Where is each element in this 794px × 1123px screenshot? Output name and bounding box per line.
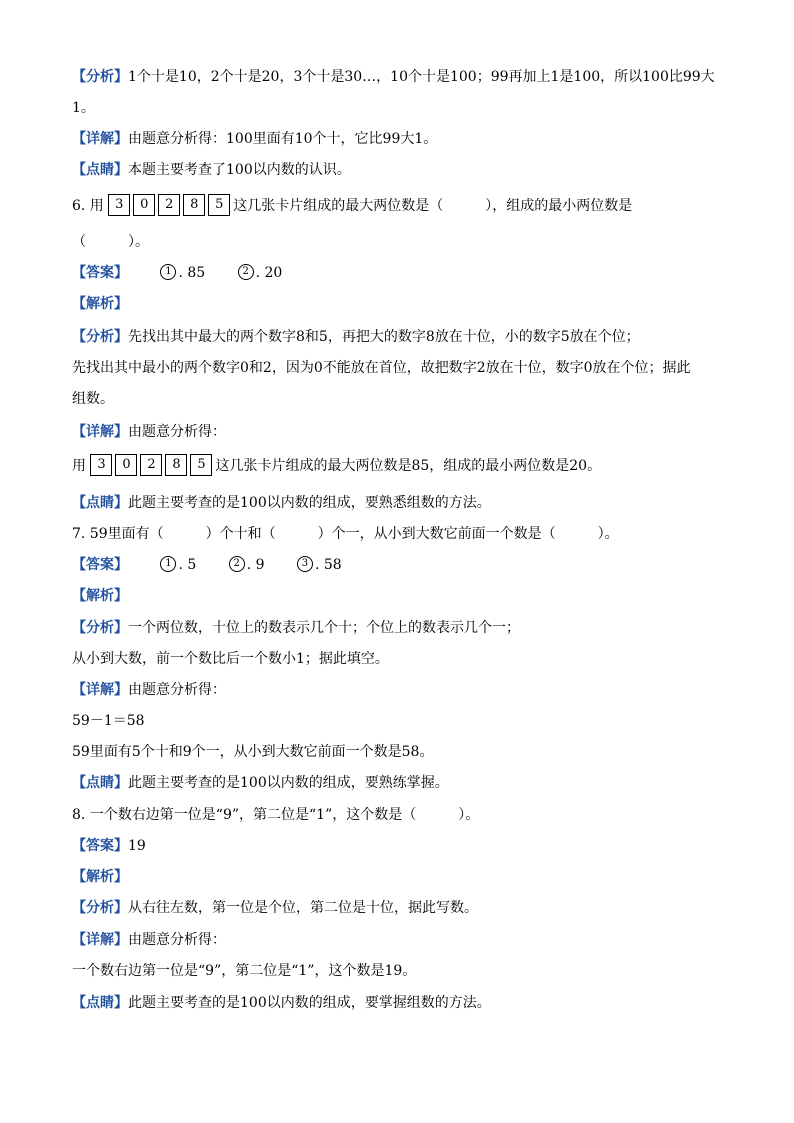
q7-calc xyxy=(72,710,732,732)
point-text: 本题主要考查了100以内数的认识。 xyxy=(128,162,351,178)
question-suffix: 这几张卡片组成的最大两位数是（ ），组成的最小两位数是 xyxy=(233,198,633,214)
q8-point xyxy=(72,992,732,1014)
calculation: 59－1＝58 xyxy=(72,713,145,729)
q8-question xyxy=(72,804,732,826)
analysis-text: 1。 xyxy=(72,100,95,116)
analysis-tag: 【分析】 xyxy=(72,69,128,85)
q6-analysis-line3 xyxy=(72,388,732,410)
q7-analysis-line1 xyxy=(72,617,732,639)
circled-number: 1 xyxy=(160,264,176,280)
q6-analysis-line2 xyxy=(72,357,732,379)
detail-tag: 【详解】 xyxy=(72,131,128,147)
detail-text: 由题意分析得： xyxy=(128,424,226,440)
q6-answer xyxy=(72,262,732,284)
q6-jiexi xyxy=(72,293,732,315)
analysis-text: 从小到大数，前一个数比后一个数小1；据此填空。 xyxy=(72,651,389,667)
point-tag: 【点睛】 xyxy=(72,995,128,1011)
q8-answer xyxy=(72,835,732,857)
answer-value: . 9 xyxy=(246,557,265,573)
analysis-tag: 【分析】 xyxy=(72,900,128,916)
q8-analysis xyxy=(72,897,732,919)
q6-point xyxy=(72,492,732,514)
detail-tag: 【详解】 xyxy=(72,424,128,440)
detail-suffix: 这几张卡片组成的最大两位数是85，组成的最小两位数是20。 xyxy=(215,458,602,474)
detail-tag: 【详解】 xyxy=(72,932,128,948)
q8-conclusion xyxy=(72,960,732,982)
q7-jiexi xyxy=(72,585,732,607)
conclusion-text: 59里面有5个十和9个一，从小到大数它前面一个数是58。 xyxy=(72,744,434,760)
q6-detail-line2 xyxy=(72,455,732,477)
q7-answer xyxy=(72,554,732,576)
jiexi-tag: 【解析】 xyxy=(72,296,128,312)
answer-tag: 【答案】 xyxy=(72,838,128,854)
number-card: 3 xyxy=(90,454,112,476)
analysis-text: 一个两位数，十位上的数表示几个十；个位上的数表示几个一； xyxy=(128,620,520,636)
detail-text: 由题意分析得：100里面有10个十，它比99大1。 xyxy=(128,131,438,147)
question-blank: （ ）。 xyxy=(72,234,149,250)
point-tag: 【点睛】 xyxy=(72,495,128,511)
answer-value: . 20 xyxy=(255,265,283,281)
number-card: 5 xyxy=(208,194,230,216)
number-card: 2 xyxy=(158,194,180,216)
detail-text: 由题意分析得： xyxy=(128,682,226,698)
answer-item xyxy=(160,554,196,576)
answer-item xyxy=(160,262,205,284)
number-card: 8 xyxy=(165,454,187,476)
q8-detail xyxy=(72,929,732,951)
q7-conclusion xyxy=(72,741,732,763)
point-text: 此题主要考查的是100以内数的组成，要熟练掌握。 xyxy=(128,775,449,791)
answer-value: . 5 xyxy=(178,557,197,573)
q6-analysis-line1 xyxy=(72,326,732,348)
analysis-tag: 【分析】 xyxy=(72,329,128,345)
answer-item xyxy=(297,554,342,576)
q7-point xyxy=(72,772,732,794)
q7-question xyxy=(72,523,732,545)
circled-number: 2 xyxy=(229,556,245,572)
analysis-text: 组数。 xyxy=(72,391,114,407)
q8-jiexi xyxy=(72,866,732,888)
jiexi-tag: 【解析】 xyxy=(72,588,128,604)
q6-question xyxy=(72,195,732,217)
analysis-text: 1个十是10，2个十是20，3个十是30…，10个十是100；99再加上1是100，所以100比99大 xyxy=(128,69,715,85)
point-text: 此题主要考查的是100以内数的组成，要掌握组数的方法。 xyxy=(128,995,491,1011)
analysis-text: 先找出其中最小的两个数字0和2，因为0不能放在首位，故把数字2放在十位，数字0放在个位；据此 xyxy=(72,360,691,376)
s5-point xyxy=(72,159,732,181)
s5-analysis-line2 xyxy=(72,97,732,119)
number-card: 0 xyxy=(133,194,155,216)
number-card: 2 xyxy=(140,454,162,476)
circled-number: 1 xyxy=(160,556,176,572)
detail-tag: 【详解】 xyxy=(72,682,128,698)
number-cards xyxy=(90,455,215,477)
number-card: 8 xyxy=(183,194,205,216)
point-tag: 【点睛】 xyxy=(72,775,128,791)
answer-value: 19 xyxy=(128,838,146,854)
q6-question-line2 xyxy=(72,231,732,253)
number-card: 0 xyxy=(115,454,137,476)
jiexi-tag: 【解析】 xyxy=(72,869,128,885)
answer-value: . 85 xyxy=(178,265,206,281)
point-tag: 【点睛】 xyxy=(72,162,128,178)
answer-tag: 【答案】 xyxy=(72,265,128,281)
question-prefix: 6. 用 xyxy=(72,198,104,214)
circled-number: 2 xyxy=(238,264,254,280)
answer-item xyxy=(229,554,265,576)
detail-prefix: 用 xyxy=(72,458,86,474)
q7-analysis-line2 xyxy=(72,648,732,670)
conclusion-text: 一个数右边第一位是“9”，第二位是“1”，这个数是19。 xyxy=(72,963,417,979)
q6-detail xyxy=(72,421,732,443)
question-text: 8. 一个数右边第一位是“9”，第二位是“1”，这个数是（ ）。 xyxy=(72,807,480,823)
number-cards xyxy=(108,195,233,217)
analysis-text: 先找出其中最大的两个数字8和5，再把大的数字8放在十位，小的数字5放在个位； xyxy=(128,329,640,345)
s5-detail xyxy=(72,128,732,150)
answer-item xyxy=(238,262,283,284)
detail-text: 由题意分析得： xyxy=(128,932,226,948)
point-text: 此题主要考查的是100以内数的组成，要熟悉组数的方法。 xyxy=(128,495,491,511)
question-text: 7. 59里面有（ ）个十和（ ）个一，从小到大数它前面一个数是（ ）。 xyxy=(72,526,619,542)
circled-number: 3 xyxy=(297,556,313,572)
q7-detail xyxy=(72,679,732,701)
s5-analysis-line1 xyxy=(72,66,732,88)
analysis-text: 从右往左数，第一位是个位，第二位是十位，据此写数。 xyxy=(128,900,478,916)
number-card: 3 xyxy=(108,194,130,216)
number-card: 5 xyxy=(190,454,212,476)
answer-tag: 【答案】 xyxy=(72,557,128,573)
answer-value: . 58 xyxy=(314,557,342,573)
analysis-tag: 【分析】 xyxy=(72,620,128,636)
